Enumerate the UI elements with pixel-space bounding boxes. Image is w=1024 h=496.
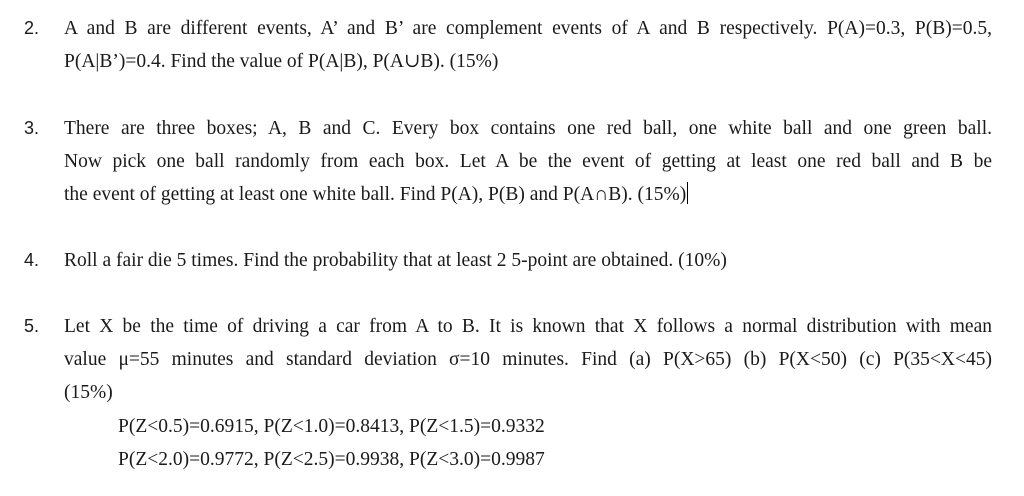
question-text-line: Now pick one ball randomly from each box. Let A be the event of getting at least one red ball and B be: [64, 151, 992, 172]
question-text-line: Roll a fair die 5 times. Find the probability that at least 2 5-point are obtained. (10%): [64, 250, 727, 271]
question-text-line: P(A|B’)=0.4. Find the value of P(A|B), P(A∪B). (15%): [64, 51, 499, 72]
question-number: 4.: [24, 250, 40, 270]
question-text-line: Let X be the time of driving a car from A to B. It is known that X follows a normal distribution with mean: [64, 316, 992, 337]
question-text-line: value μ=55 minutes and standard deviation σ=10 minutes. Find (a) P(X>65) (b) P(X<50) (c) P(35<X<45): [64, 349, 992, 370]
question-number: 3.: [24, 118, 40, 138]
question-text-line: A and B are different events, A’ and B’ are complement events of A and B respectively. P(A)=0.3, P(B)=0.5,: [64, 18, 992, 39]
question-number: 2.: [24, 18, 40, 38]
text-cursor: [687, 182, 688, 204]
question-text-line: (15%): [64, 382, 113, 403]
z-table-line: P(Z<0.5)=0.6915, P(Z<1.0)=0.8413, P(Z<1.5)=0.9332: [118, 416, 545, 437]
question-text-line[interactable]: [64, 178, 688, 211]
question-text: the event of getting at least one white ball. Find P(A), P(B) and P(A∩B). (15%): [64, 184, 687, 205]
question-text-line: There are three boxes; A, B and C. Every box contains one red ball, one white ball and one green ball.: [64, 118, 992, 139]
question-number: 5.: [24, 316, 40, 336]
z-table-line: P(Z<2.0)=0.9772, P(Z<2.5)=0.9938, P(Z<3.0)=0.9987: [118, 449, 545, 470]
